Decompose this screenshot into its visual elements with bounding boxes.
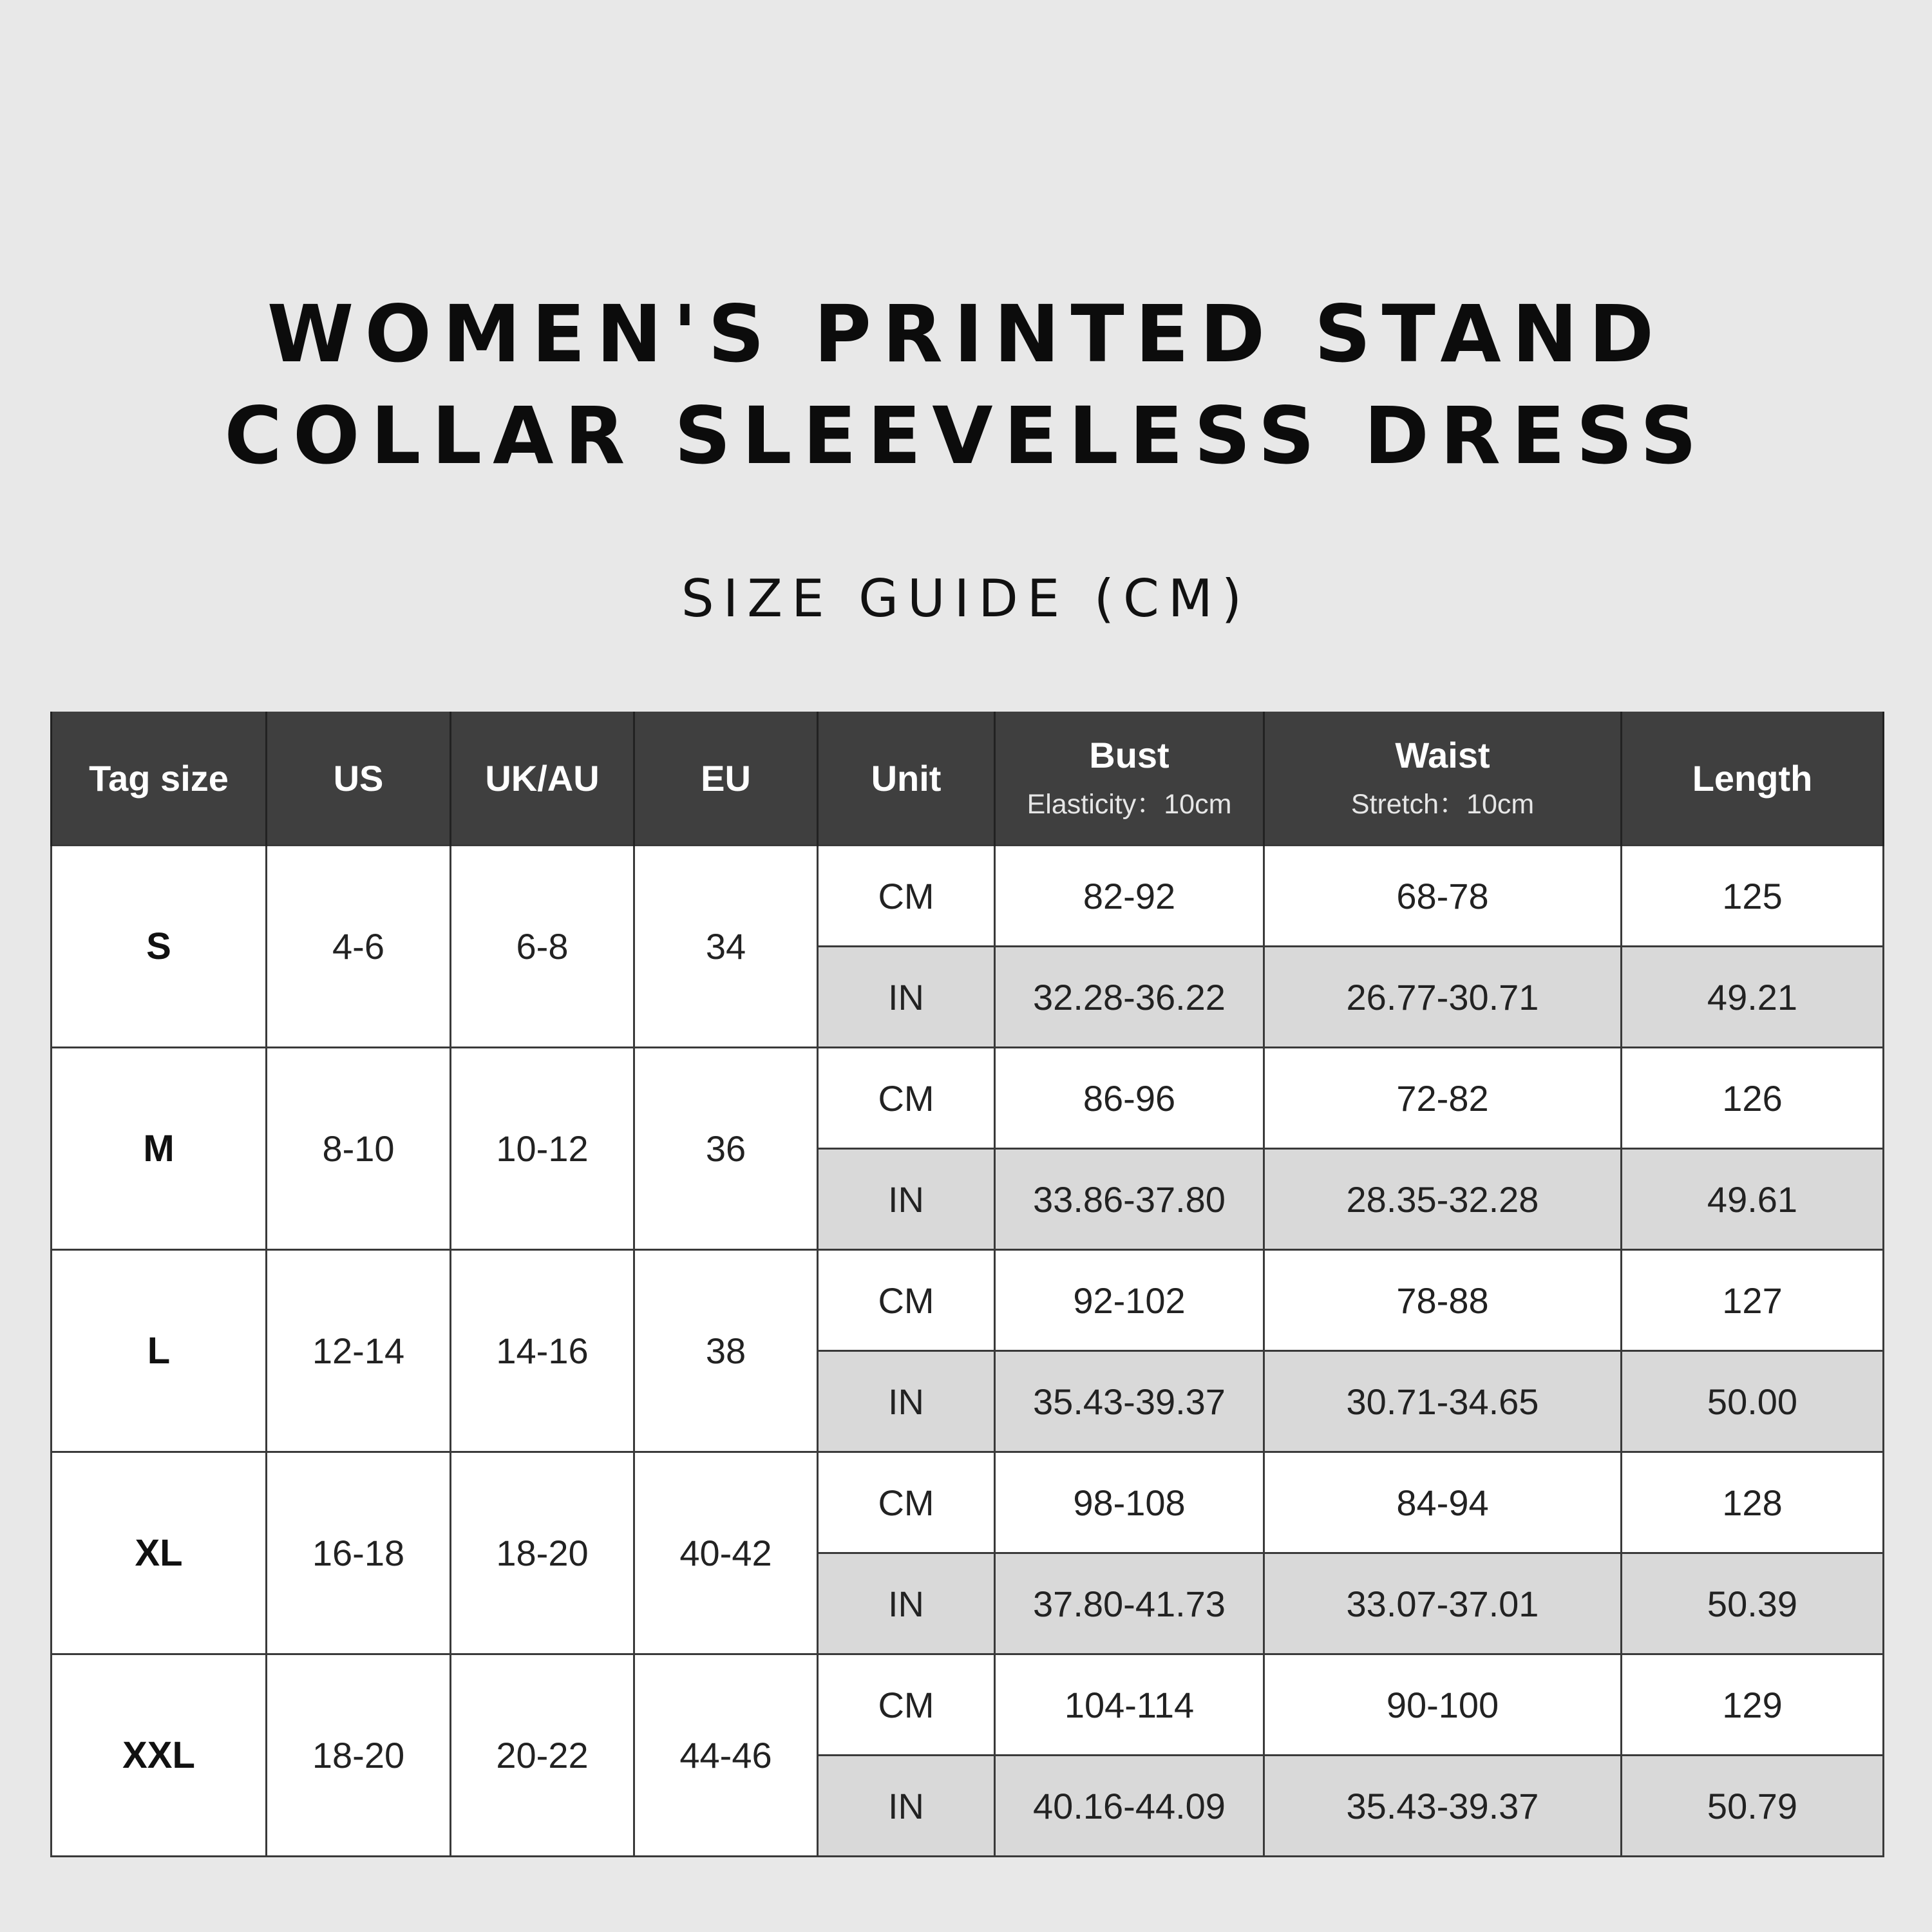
eu-size-cell: 40-42 bbox=[634, 1452, 818, 1654]
title-line-2: COLLAR SLEEVELESS DRESS bbox=[224, 390, 1708, 482]
waist-cell: 30.71-34.65 bbox=[1264, 1351, 1622, 1452]
unit-cell: CM bbox=[818, 1452, 995, 1553]
us-size-cell: 4-6 bbox=[267, 846, 451, 1048]
waist-cell: 28.35-32.28 bbox=[1264, 1149, 1622, 1250]
table-row bbox=[52, 1048, 1884, 1149]
header-eu: EU bbox=[634, 712, 818, 846]
uk-au-size-cell: 14-16 bbox=[451, 1250, 634, 1452]
unit-cell: IN bbox=[818, 1756, 995, 1857]
eu-size-cell: 36 bbox=[634, 1048, 818, 1250]
waist-cell: 90-100 bbox=[1264, 1654, 1622, 1756]
us-size-cell: 16-18 bbox=[267, 1452, 451, 1654]
waist-cell: 72-82 bbox=[1264, 1048, 1622, 1149]
tag-size-cell: L bbox=[52, 1250, 267, 1452]
page-title bbox=[0, 283, 1932, 487]
length-cell: 49.61 bbox=[1622, 1149, 1884, 1250]
table-row bbox=[52, 846, 1884, 947]
us-size-cell: 18-20 bbox=[267, 1654, 451, 1857]
page-subtitle: SIZE GUIDE (CM) bbox=[681, 569, 1251, 629]
waist-cell: 78-88 bbox=[1264, 1250, 1622, 1351]
eu-size-cell: 38 bbox=[634, 1250, 818, 1452]
unit-cell: IN bbox=[818, 1351, 995, 1452]
header-bust bbox=[995, 712, 1264, 846]
bust-cell: 33.86-37.80 bbox=[995, 1149, 1264, 1250]
tag-size-cell: XL bbox=[52, 1452, 267, 1654]
unit-cell: CM bbox=[818, 1048, 995, 1149]
uk-au-size-cell: 6-8 bbox=[451, 846, 634, 1048]
header-waist bbox=[1264, 712, 1622, 846]
length-cell: 50.00 bbox=[1622, 1351, 1884, 1452]
length-cell: 128 bbox=[1622, 1452, 1884, 1553]
table-header-row bbox=[52, 712, 1884, 846]
uk-au-size-cell: 20-22 bbox=[451, 1654, 634, 1857]
unit-cell: CM bbox=[818, 846, 995, 947]
length-cell: 129 bbox=[1622, 1654, 1884, 1756]
length-cell: 50.39 bbox=[1622, 1553, 1884, 1654]
unit-cell: CM bbox=[818, 1250, 995, 1351]
unit-cell: CM bbox=[818, 1654, 995, 1756]
waist-cell: 33.07-37.01 bbox=[1264, 1553, 1622, 1654]
us-size-cell: 12-14 bbox=[267, 1250, 451, 1452]
bust-cell: 82-92 bbox=[995, 846, 1264, 947]
length-cell: 50.79 bbox=[1622, 1756, 1884, 1857]
eu-size-cell: 44-46 bbox=[634, 1654, 818, 1857]
header-unit: Unit bbox=[818, 712, 995, 846]
header-bust-label: Bust bbox=[1089, 735, 1170, 775]
bust-cell: 92-102 bbox=[995, 1250, 1264, 1351]
uk-au-size-cell: 10-12 bbox=[451, 1048, 634, 1250]
length-cell: 125 bbox=[1622, 846, 1884, 947]
bust-cell: 32.28-36.22 bbox=[995, 947, 1264, 1048]
bust-cell: 86-96 bbox=[995, 1048, 1264, 1149]
bust-cell: 40.16-44.09 bbox=[995, 1756, 1264, 1857]
bust-cell: 98-108 bbox=[995, 1452, 1264, 1553]
waist-cell: 26.77-30.71 bbox=[1264, 947, 1622, 1048]
waist-cell: 35.43-39.37 bbox=[1264, 1756, 1622, 1857]
length-cell: 49.21 bbox=[1622, 947, 1884, 1048]
unit-cell: IN bbox=[818, 1553, 995, 1654]
tag-size-cell: M bbox=[52, 1048, 267, 1250]
header-us: US bbox=[267, 712, 451, 846]
size-table bbox=[50, 712, 1884, 1857]
us-size-cell: 8-10 bbox=[267, 1048, 451, 1250]
header-bust-note: Elasticity：10cm bbox=[1027, 789, 1232, 820]
title-line-1: WOMEN'S PRINTED STAND bbox=[267, 289, 1665, 380]
unit-cell: IN bbox=[818, 1149, 995, 1250]
header-waist-note: Stretch：10cm bbox=[1350, 789, 1535, 820]
bust-cell: 104-114 bbox=[995, 1654, 1264, 1756]
header-tag-size: Tag size bbox=[52, 712, 267, 846]
bust-cell: 35.43-39.37 bbox=[995, 1351, 1264, 1452]
length-cell: 126 bbox=[1622, 1048, 1884, 1149]
table-row bbox=[52, 1654, 1884, 1756]
header-waist-label: Waist bbox=[1395, 735, 1490, 775]
header-length: Length bbox=[1622, 712, 1884, 846]
bust-cell: 37.80-41.73 bbox=[995, 1553, 1264, 1654]
length-cell: 127 bbox=[1622, 1250, 1884, 1351]
tag-size-cell: XXL bbox=[52, 1654, 267, 1857]
eu-size-cell: 34 bbox=[634, 846, 818, 1048]
waist-cell: 68-78 bbox=[1264, 846, 1622, 947]
unit-cell: IN bbox=[818, 947, 995, 1048]
table-row bbox=[52, 1452, 1884, 1553]
uk-au-size-cell: 18-20 bbox=[451, 1452, 634, 1654]
table-row bbox=[52, 1250, 1884, 1351]
waist-cell: 84-94 bbox=[1264, 1452, 1622, 1553]
tag-size-cell: S bbox=[52, 846, 267, 1048]
header-uk-au: UK/AU bbox=[451, 712, 634, 846]
